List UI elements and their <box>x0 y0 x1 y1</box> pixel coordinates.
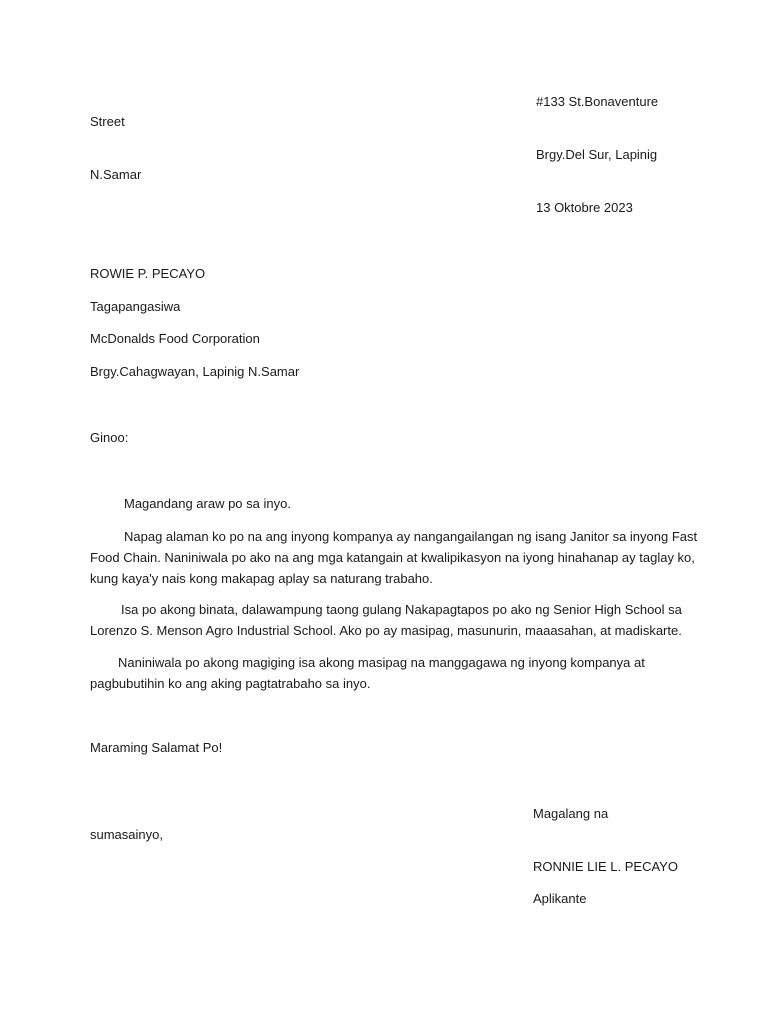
paragraph-1-line-3: kung kaya'y nais kong makapag aplay sa naturang trabaho. <box>90 571 433 586</box>
signature-name: RONNIE LIE L. PECAYO <box>533 859 678 874</box>
paragraph-2-line-1: Isa po akong binata, dalawampung taong gulang Nakapagtapos po ako ng Senior High School sa <box>121 602 682 617</box>
sender-address-line2-wrap: N.Samar <box>90 167 142 182</box>
signature-role: Aplikante <box>533 891 587 906</box>
complimentary-close-wrap: sumasainyo, <box>90 827 163 842</box>
letter-date: 13 Oktobre 2023 <box>536 200 633 215</box>
paragraph-1-line-2: Food Chain. Naniniwala po ako na ang mga katangain at kwalipikasyon na iyong hinahanap ay taglay ko, <box>90 550 695 565</box>
paragraph-3-line-1: Naniniwala po akong magiging isa akong masipag na manggagawa ng inyong kompanya at <box>118 655 645 670</box>
complimentary-close: Magalang na <box>533 806 609 821</box>
recipient-name: ROWIE P. PECAYO <box>90 266 206 281</box>
paragraph-2-line-2: Lorenzo S. Menson Agro Industrial School. Ako po ay masipag, masunurin, maaasahan, at madiskarte. <box>90 623 682 638</box>
body-paragraph-1 <box>90 526 698 589</box>
paragraph-3-line-2: pagbubutihin ko ang aking pagtatrabaho sa inyo. <box>90 676 371 691</box>
thanks-line: Maraming Salamat Po! <box>90 740 223 755</box>
body-paragraph-2 <box>90 599 690 641</box>
body-greeting: Magandang araw po sa inyo. <box>124 496 291 511</box>
sender-address-line1-wrap: Street <box>90 114 125 129</box>
sender-address-line2: Brgy.Del Sur, Lapinig <box>536 147 658 162</box>
salutation: Ginoo: <box>90 430 129 445</box>
recipient-title: Tagapangasiwa <box>90 299 181 314</box>
recipient-company: McDonalds Food Corporation <box>90 331 260 346</box>
paragraph-1-line-1: Napag alaman ko po na ang inyong kompanya ay nangangailangan ng isang Janitor sa inyong Fast <box>124 529 698 544</box>
recipient-address: Brgy.Cahagwayan, Lapinig N.Samar <box>90 364 300 379</box>
sender-address-line1: #133 St.Bonaventure <box>536 94 659 109</box>
body-paragraph-3 <box>90 652 690 694</box>
